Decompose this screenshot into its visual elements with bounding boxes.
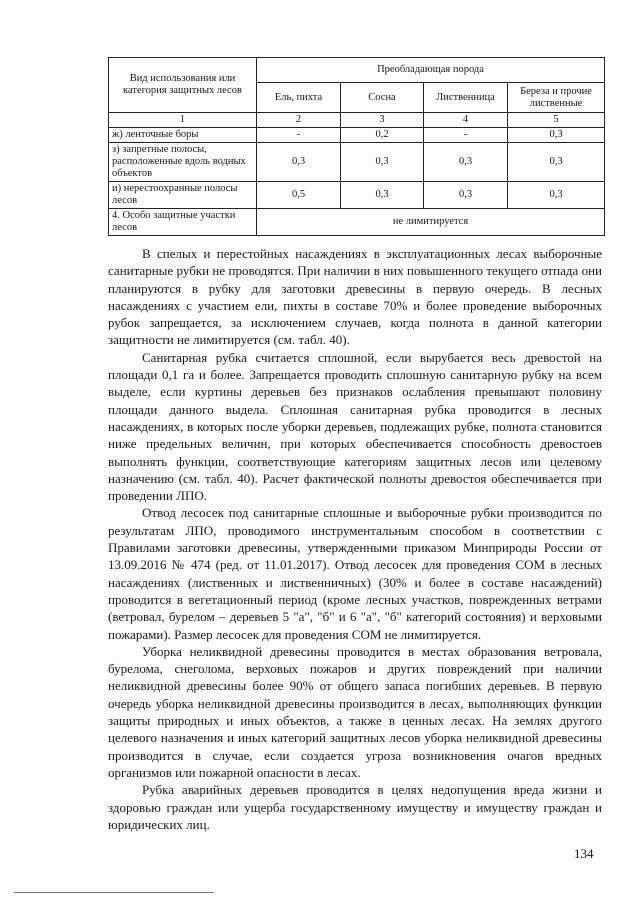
cell-value: не лимитируется [257, 209, 605, 236]
cell-value: 0,3 [508, 128, 605, 143]
cell-value: 0,3 [341, 143, 424, 182]
cell-value: 0,3 [424, 143, 508, 182]
forest-density-table [108, 57, 605, 236]
cell-value: 0,3 [508, 143, 605, 182]
row-label: ж) ленточные боры [109, 128, 257, 143]
paragraph: В спелых и перестойных насаждениях в эксплуатационных лесах выборочные санитарные рубки не проводятся. При наличии в них повышенного текущего отпада они планируются в рубку для заготовки древесины в первую очередь. В лесных насаждениях с участием ели, пихты в составе 70% и более проведение выборочных рубок запрещается, за исключением случаев, когда полнота в данной категории защитности не лимитируется (см. табл. 40). [108, 246, 602, 348]
paragraph: Уборка неликвидной древесины проводится в местах образования ветровала, бурелома, снеголома, верховых пожаров и других повреждений при наличии неликвидной древесины более 90% от общего запаса погибших деревьев. В первую очередь уборка неликвидной древесины производится в лесах, выполняющих функции защиты природных и иных объектов, а также в ценных лесах. На землях другого целевого назначения и иных категорий защитных лесов уборка неликвидной древесины производится в случае, если создается угроза возникновения очагов вредных организмов или пожарной опасности в лесах. [108, 643, 602, 780]
cell-value: 0,5 [257, 182, 341, 209]
table-row [109, 209, 605, 236]
body-text [108, 245, 602, 833]
page-number: 134 [574, 846, 594, 861]
header-species: Ель, пихта [257, 83, 341, 113]
table-row [109, 143, 605, 182]
cell-value: 0,3 [341, 182, 424, 209]
header-species: Сосна [341, 83, 424, 113]
column-number: 1 [109, 113, 257, 128]
paragraph: Отвод лесосек под санитарные сплошные и выборочные рубки производится по результатам ЛПО, проводимого инструментальным способом в соответствии с Правилами заготовки древесины, утвержденными приказом Минприроды России от 13.09.2016 № 474 (ред. от 11.01.2017). Отвод лесосек для проведения СОМ в лесных насаждениях (лиственных и лиственничных) (30% и более в составе насаждений) проводится в вегетационный период (кроме лесных участков, поврежденных ветрами (ветровал, бурелом – деревьев 5 "а", "б" и 6 "а", "б" категорий состояния) и верховыми пожарами). Размер лесосек для проведения СОМ не лимитируется. [108, 505, 602, 642]
row-label: и) нерестоохранные полосы лесов [109, 182, 257, 209]
cell-value: 0,3 [508, 182, 605, 209]
column-number: 3 [341, 113, 424, 128]
table-row [109, 182, 605, 209]
paragraph: Рубка аварийных деревьев проводится в целях недопущения вреда жизни и здоровью граждан или ущерба государственному имуществу и имуществу граждан и юридических лиц. [108, 782, 602, 832]
header-category: Вид использования или категория защитных лесов [109, 58, 257, 113]
cell-value: 0,3 [257, 143, 341, 182]
column-number: 5 [508, 113, 605, 128]
row-label: з) запретные полосы, расположенные вдоль водных объектов [109, 143, 257, 182]
table-row [109, 128, 605, 143]
header-species: Береза и прочие лиственные [508, 83, 605, 113]
footer-rule [14, 892, 214, 893]
cell-value: - [257, 128, 341, 143]
cell-value: - [424, 128, 508, 143]
cell-value: 0,3 [424, 182, 508, 209]
row-label: 4. Особо защитные участки лесов [109, 209, 257, 236]
cell-value: 0,2 [341, 128, 424, 143]
header-species-group: Преобладающая порода [257, 58, 605, 83]
paragraph: Санитарная рубка считается сплошной, если вырубается весь древостой на площади 0,1 га и более. Запрещается проводить сплошную санитарную рубку на всем выделе, если куртины деревьев без признаков ослабления превышают половину площади данного выдела. Сплошная санитарная рубка проводится в лесных насаждениях, в которых после уборки деревьев, подлежащих рубке, полнота становится ниже предельных величин, при которых обеспечивается способность древостоев выполнять функции, соответствующие категориям защитных лесов или целевому назначению (см. табл. 40). Расчет фактической полноты древостоя обеспечивается при проведении ЛПО. [108, 349, 602, 504]
column-number: 2 [257, 113, 341, 128]
header-species: Лиственница [424, 83, 508, 113]
column-number: 4 [424, 113, 508, 128]
